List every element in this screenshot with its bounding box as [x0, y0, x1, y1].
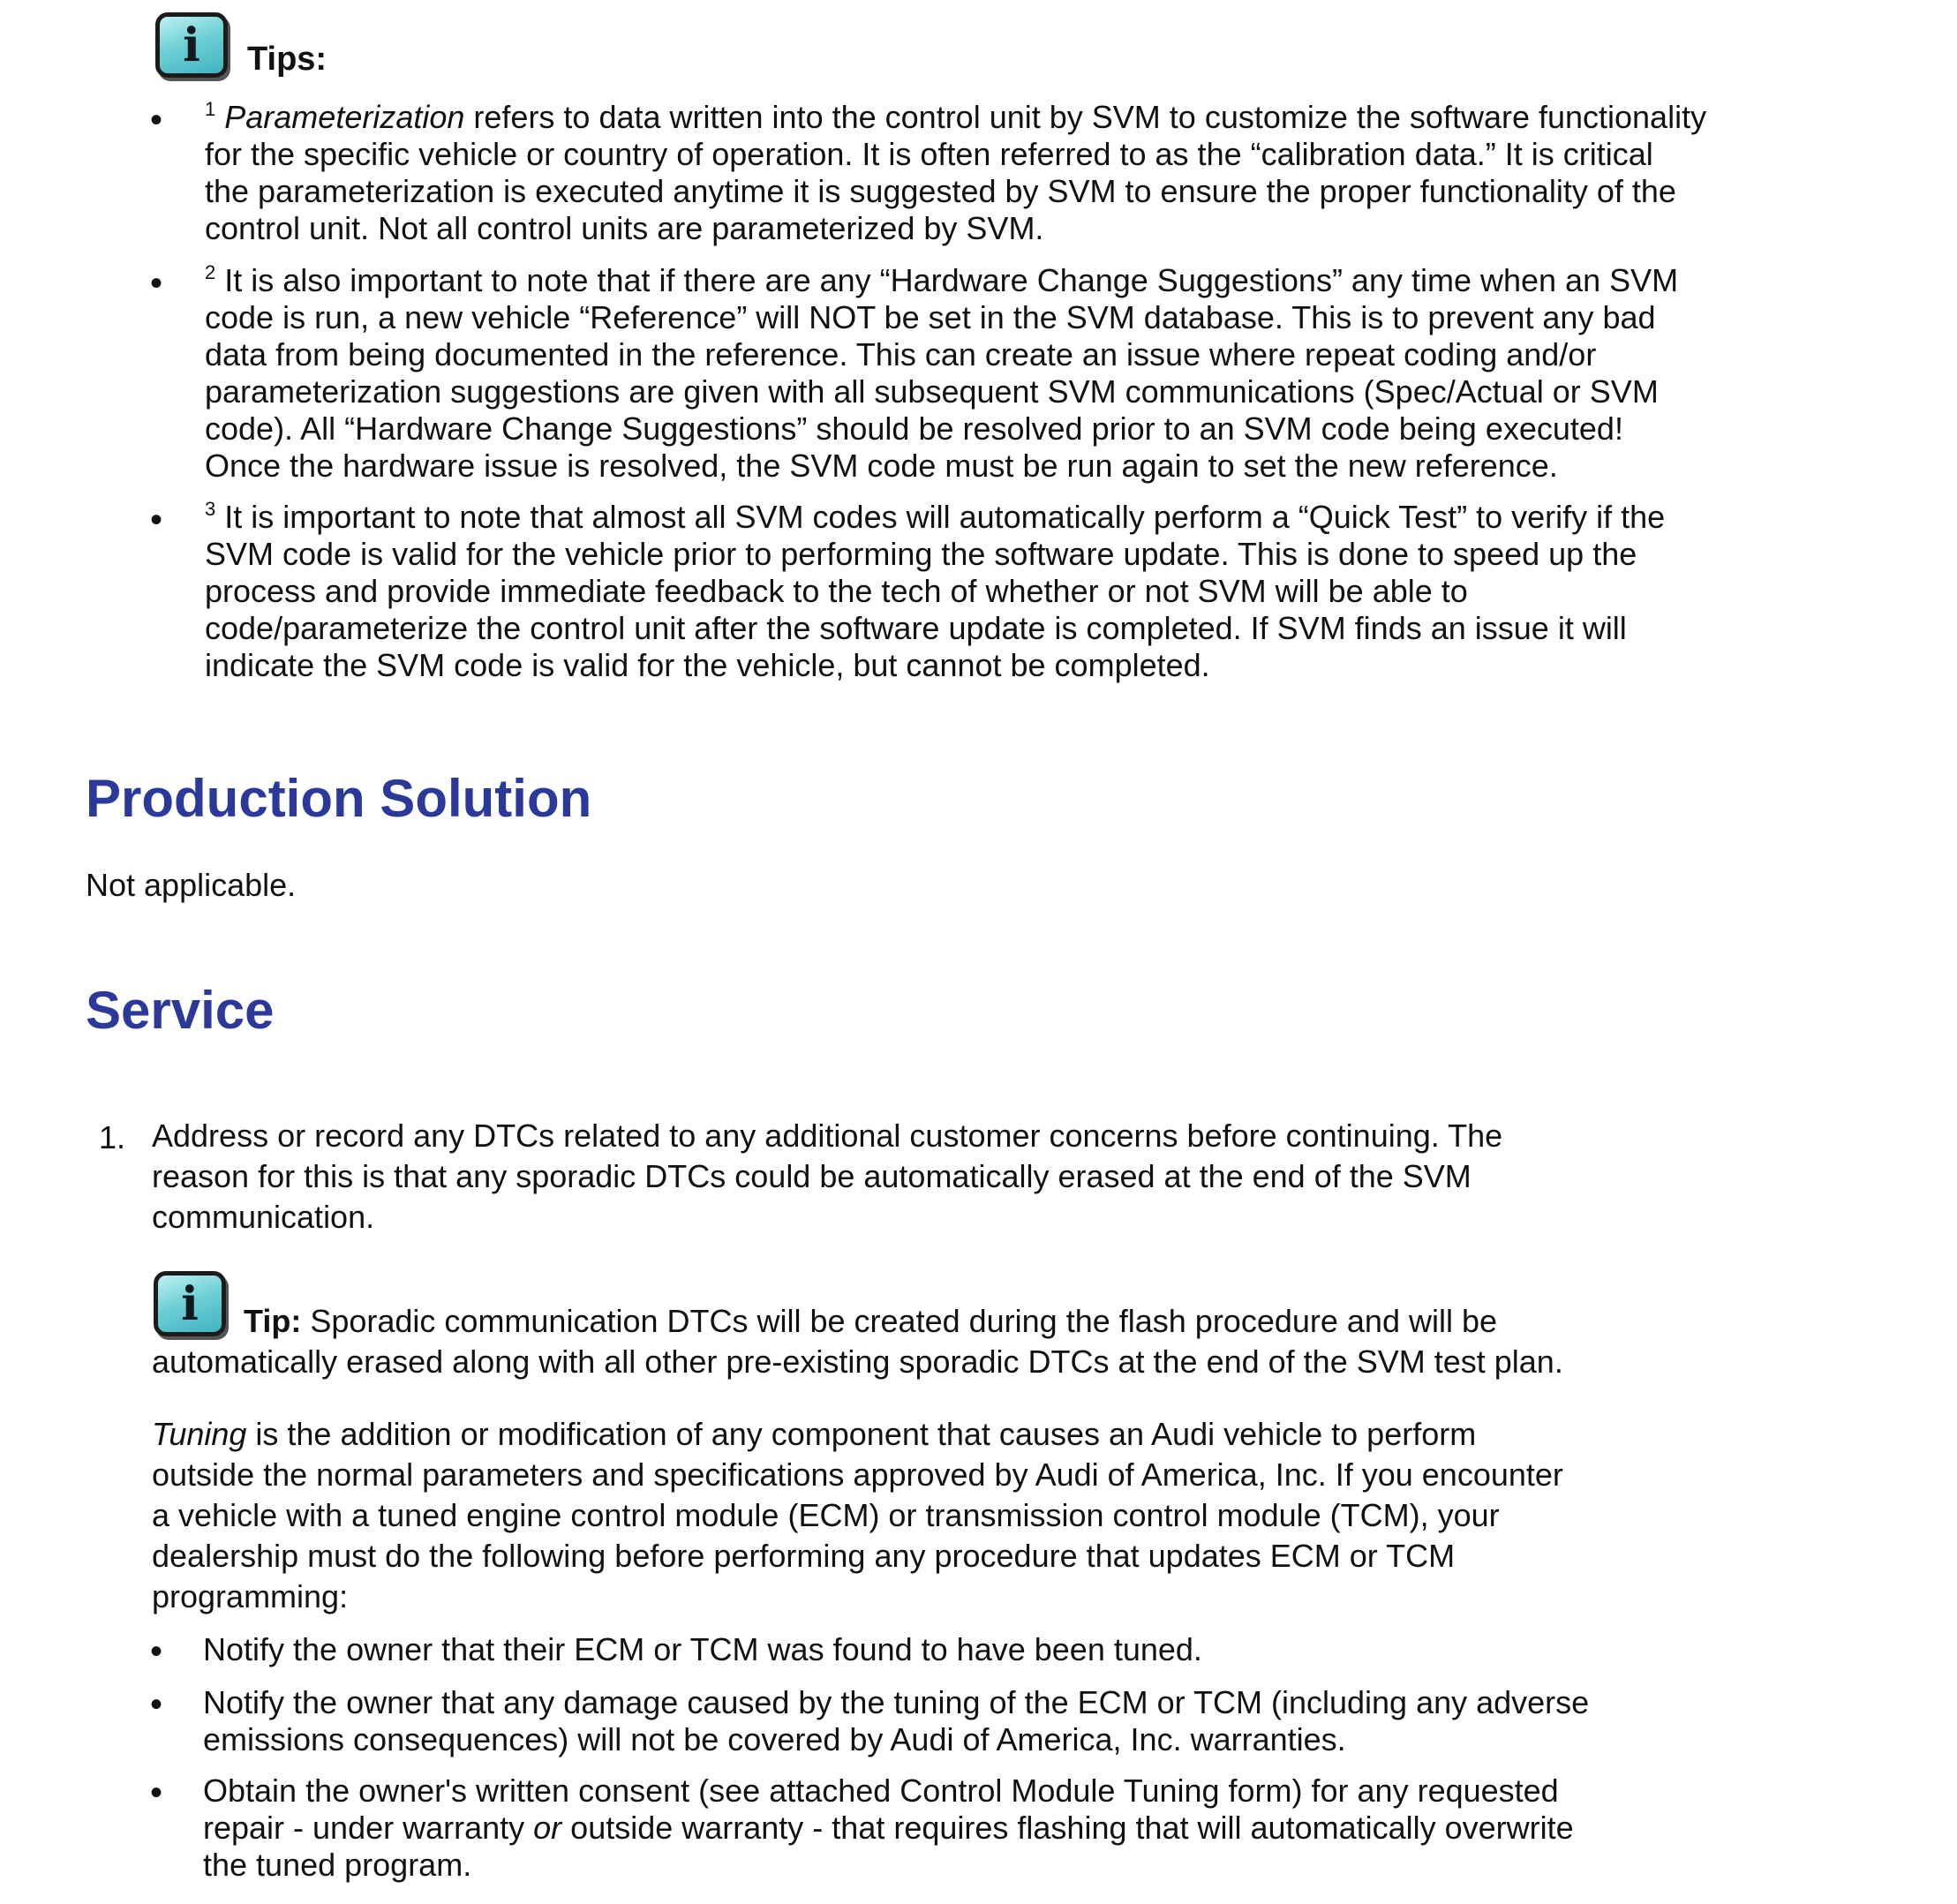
tip-line: SVM code is valid for the vehicle prior to performing the software update. This is done to speed up the	[205, 536, 1637, 572]
bullet-dot: •	[150, 264, 163, 303]
tip-line: It is also important to note that if there are any “Hardware Change Suggestions” any time when an SVM	[215, 262, 1679, 298]
footnote-marker: 2	[205, 261, 216, 283]
tip-item-3	[205, 499, 1665, 684]
tip-item-1	[205, 99, 1706, 247]
tuning-line: dealership must do the following before performing any procedure that updates ECM or TCM	[152, 1538, 1456, 1574]
bullet-dot: •	[150, 101, 163, 139]
tip-line: refers to data written into the control unit by SVM to customize the software functionality	[464, 99, 1707, 135]
bullet-dot: •	[150, 500, 163, 539]
tip-line: code is run, a new vehicle “Reference” will NOT be set in the SVM database. This is to prevent any bad	[205, 299, 1656, 335]
tip-line: It is important to note that almost all SVM codes will automatically perform a “Quick Test” to verify if the	[215, 499, 1666, 535]
bullet-line: outside warranty - that requires flashing that will automatically overwrite	[561, 1810, 1574, 1846]
production-body: Not applicable.	[86, 867, 297, 903]
tuning-line: outside the normal parameters and specifications approved by Audi of America, Inc. If you encounter	[152, 1456, 1563, 1493]
step-line: reason for this is that any sporadic DTCs could be automatically erased at the end of the SVM	[152, 1158, 1472, 1194]
tip-line: for the specific vehicle or country of operation. It is often referred to as the “calibration data.” It is critical	[205, 136, 1653, 172]
emphasis-or: or	[533, 1810, 562, 1846]
footnote-marker: 1	[205, 98, 216, 120]
tip-text: Sporadic communication DTCs will be created during the flash procedure and will be	[301, 1303, 1498, 1339]
tip-text: automatically erased along with all other pre-existing sporadic DTCs at the end of the SVM test plan.	[152, 1343, 1563, 1380]
tip-line: parameterization suggestions are given with all subsequent SVM communications (Spec/Actual or SVM	[205, 373, 1659, 410]
step-line: Address or record any DTCs related to any additional customer concerns before continuing. The	[152, 1118, 1503, 1154]
heading-production-solution: Production Solution	[86, 769, 592, 828]
heading-service: Service	[86, 981, 275, 1040]
tip-line: the parameterization is executed anytime it is suggested by SVM to ensure the proper functionality of the	[205, 173, 1676, 209]
bullet-line: the tuned program.	[203, 1847, 472, 1883]
tip-item-2	[205, 262, 1678, 485]
tip-line: Once the hardware issue is resolved, the SVM code must be run again to set the new reference.	[205, 448, 1558, 484]
tip-line: code/parameterize the control unit after the software update is completed. If SVM finds an issue it will	[205, 610, 1627, 646]
tip-label: Tip:	[244, 1303, 302, 1339]
term-parameterization: Parameterization	[224, 99, 465, 135]
bullet-dot: •	[150, 1632, 163, 1671]
footnote-marker: 3	[205, 498, 216, 520]
info-icon: i	[154, 1271, 226, 1336]
bullet-line: Notify the owner that their ECM or TCM was found to have been tuned.	[203, 1631, 1202, 1667]
step-number: 1.	[99, 1119, 126, 1155]
term-tuning: Tuning	[152, 1416, 247, 1452]
tuning-bullet-2	[203, 1684, 1589, 1758]
bullet-line: repair - under warranty	[203, 1810, 534, 1846]
tuning-bullet-3	[203, 1772, 1574, 1884]
tips-label: Tips:	[247, 41, 327, 78]
service-tip	[152, 1301, 1563, 1382]
bullet-line: Obtain the owner's written consent (see attached Control Module Tuning form) for any requested	[203, 1772, 1559, 1809]
tip-line: indicate the SVM code is valid for the vehicle, but cannot be completed.	[205, 647, 1210, 683]
tuning-line: programming:	[152, 1578, 349, 1614]
tip-line: data from being documented in the reference. This can create an issue where repeat coding and/or	[205, 336, 1597, 373]
service-step-1	[152, 1116, 1502, 1238]
bullet-line: emissions consequences) will not be covered by Audi of America, Inc. warranties.	[203, 1721, 1346, 1757]
tuning-paragraph	[152, 1414, 1563, 1617]
bullet-dot: •	[150, 1685, 163, 1724]
tip-line: process and provide immediate feedback to the tech of whether or not SVM will be able to	[205, 573, 1468, 609]
tuning-line: is the addition or modification of any component that causes an Audi vehicle to perform	[246, 1416, 1477, 1452]
tuning-line: a vehicle with a tuned engine control module (ECM) or transmission control module (TCM), your	[152, 1497, 1500, 1533]
step-line: communication.	[152, 1199, 375, 1235]
bullet-line: Notify the owner that any damage caused by the tuning of the ECM or TCM (including any adverse	[203, 1684, 1590, 1720]
tip-line: control unit. Not all control units are parameterized by SVM.	[205, 210, 1044, 246]
info-icon: i	[155, 12, 228, 78]
tuning-bullet-1	[203, 1631, 1202, 1668]
tip-line: code). All “Hardware Change Suggestions” should be resolved prior to an SVM code being executed!	[205, 410, 1623, 447]
bullet-dot: •	[150, 1773, 163, 1812]
